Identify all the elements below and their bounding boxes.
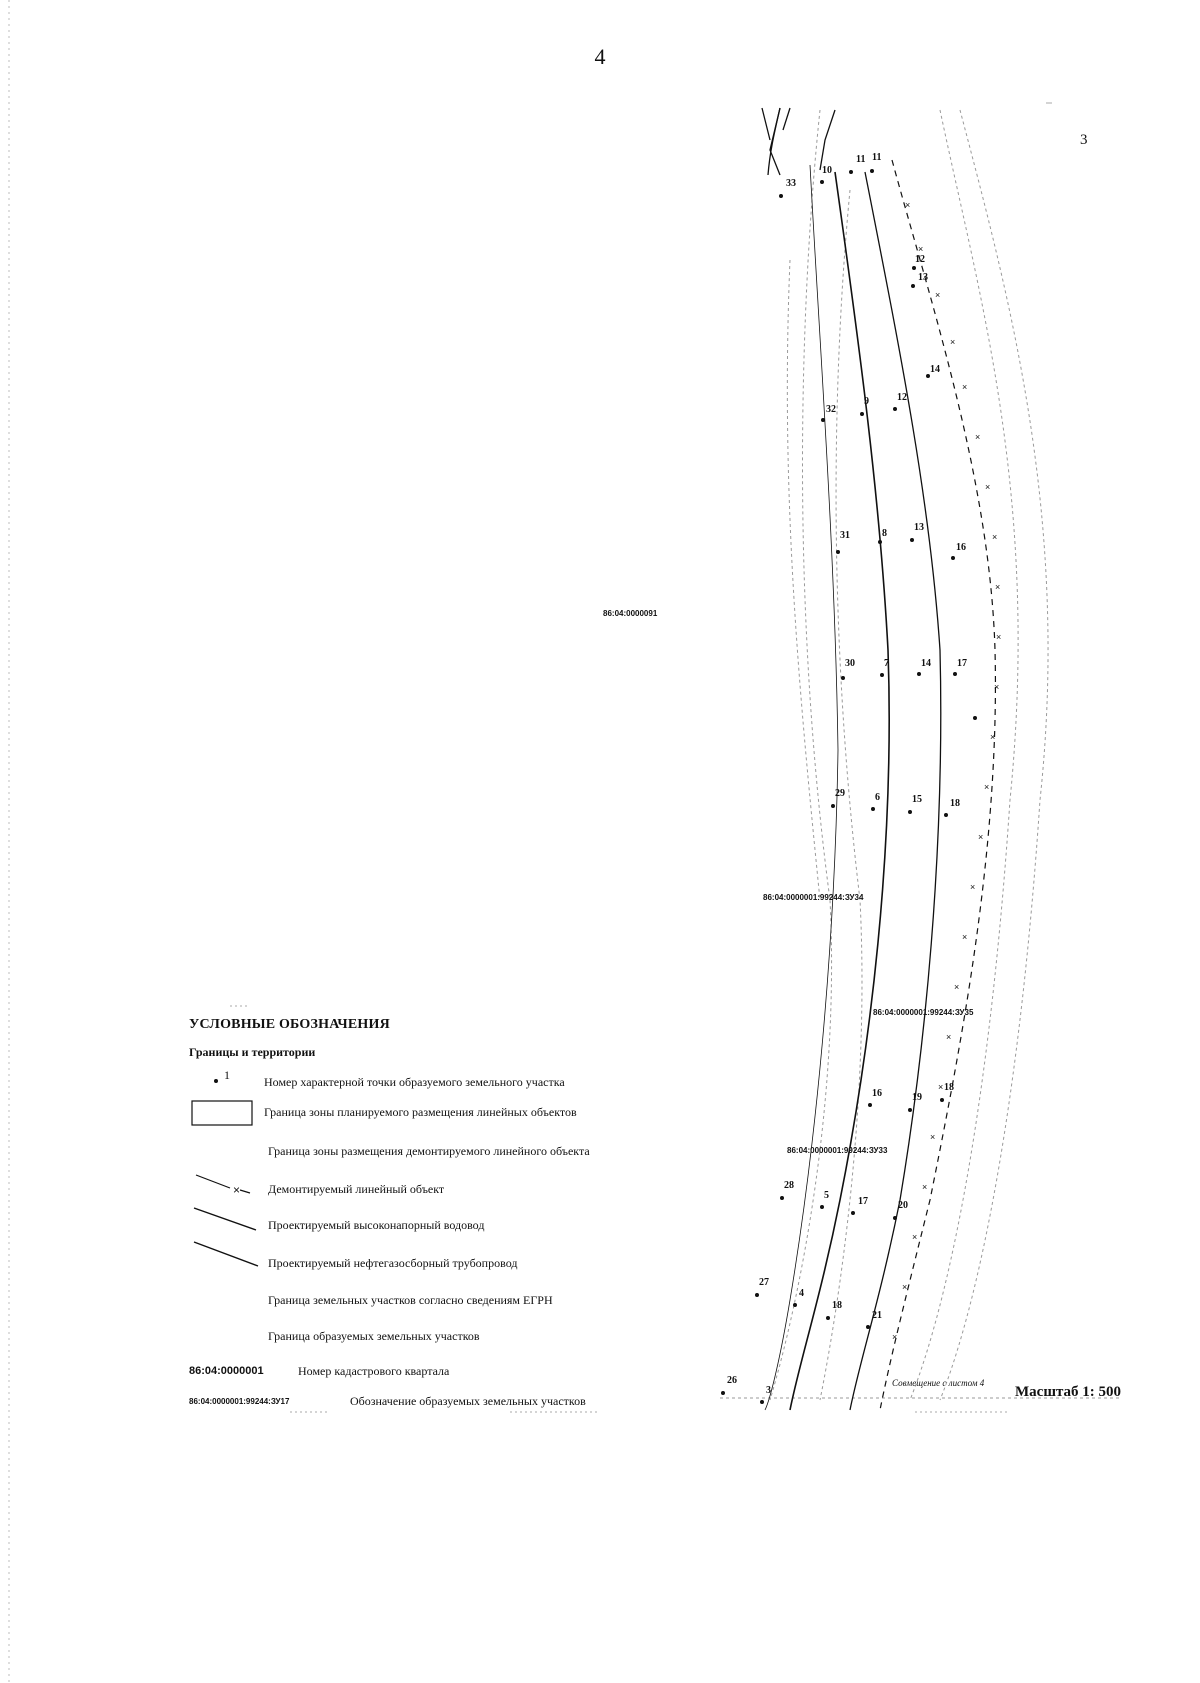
faint-dashes — [230, 103, 1052, 1412]
svg-text:×: × — [990, 732, 996, 742]
svg-text:3: 3 — [766, 1385, 771, 1396]
svg-text:10: 10 — [822, 165, 832, 176]
svg-text:29: 29 — [835, 788, 845, 799]
svg-text:21: 21 — [872, 1310, 882, 1321]
svg-text:6: 6 — [875, 792, 880, 803]
svg-text:17: 17 — [858, 1196, 868, 1207]
match-line-label: Совмещение с листом 4 — [892, 1378, 985, 1388]
oil-gas-pipeline — [850, 172, 944, 1410]
legend-item-demolished-line: Демонтируемый линейный объект — [268, 1182, 445, 1196]
svg-text:×: × — [992, 532, 998, 542]
legend-quarter-text: Номер кадастрового квартала — [298, 1364, 450, 1378]
svg-text:×: × — [918, 244, 924, 254]
svg-text:5: 5 — [824, 1190, 829, 1201]
svg-text:×: × — [938, 1082, 944, 1092]
legend-item-point-number: Номер характерной точки образуемого земельного участка — [264, 1075, 565, 1089]
svg-text:×: × — [962, 932, 968, 942]
svg-text:×: × — [985, 482, 991, 492]
svg-text:×: × — [994, 682, 1000, 692]
svg-text:11: 11 — [856, 154, 866, 165]
parcel-label-zu34: 86:04:0000001:99244:ЗУ34 — [763, 893, 864, 902]
svg-text:16: 16 — [956, 542, 966, 553]
svg-text:32: 32 — [826, 404, 836, 415]
legend-item-demolish-zone: Граница зоны размещения демонтируемого линейного объекта — [268, 1144, 590, 1158]
legend-quarter-code: 86:04:0000001 — [189, 1365, 264, 1377]
parcel-label-zu33: 86:04:0000001:99244:ЗУ33 — [787, 1146, 888, 1155]
svg-text:×: × — [984, 782, 990, 792]
svg-text:×: × — [995, 582, 1001, 592]
svg-text:×: × — [978, 832, 984, 842]
legend-item-water-pipeline: Проектируемый высоконапорный водовод — [268, 1218, 485, 1232]
svg-text:16: 16 — [872, 1088, 882, 1099]
svg-text:8: 8 — [882, 528, 887, 539]
svg-text:18: 18 — [832, 1300, 842, 1311]
svg-text:7: 7 — [884, 658, 889, 669]
svg-text:×: × — [892, 1332, 898, 1342]
legend-item-new-parcel-boundary: Граница образуемых земельных участков — [268, 1329, 480, 1343]
svg-text:28: 28 — [784, 1180, 794, 1191]
svg-text:×: × — [902, 1282, 908, 1292]
legend-item-zone-boundary: Граница зоны планируемого размещения линейных объектов — [264, 1105, 577, 1119]
legend-parcel-text: Обозначение образуемых земельных участков — [350, 1394, 586, 1408]
demolished-x-marks — [892, 200, 1001, 1342]
svg-text:20: 20 — [898, 1200, 908, 1211]
legend-subtitle: Границы и территории — [189, 1045, 316, 1059]
svg-text:31: 31 — [840, 530, 850, 541]
svg-text:19: 19 — [912, 1092, 922, 1103]
svg-text:11: 11 — [872, 152, 882, 163]
legend-item-egrn-boundary: Граница земельных участков согласно сведениям ЕГРН — [268, 1293, 553, 1307]
svg-text:×: × — [935, 290, 941, 300]
svg-text:30: 30 — [845, 658, 855, 669]
svg-text:18: 18 — [950, 798, 960, 809]
svg-text:×: × — [950, 337, 956, 347]
legend-title: УСЛОВНЫЕ ОБОЗНАЧЕНИЯ — [189, 1017, 390, 1032]
svg-text:9: 9 — [864, 396, 869, 407]
svg-text:×: × — [970, 882, 976, 892]
egrn-boundaries — [720, 110, 1120, 1400]
svg-text:14: 14 — [930, 364, 940, 375]
svg-text:13: 13 — [918, 272, 928, 283]
parcel-label-zu35: 86:04:0000001:99244:ЗУ35 — [873, 1008, 974, 1017]
svg-text:4: 4 — [799, 1288, 804, 1299]
zone-boundary-left — [765, 165, 838, 1410]
svg-text:×: × — [922, 1182, 928, 1192]
svg-text:13: 13 — [914, 522, 924, 533]
legend-symbols — [192, 1079, 258, 1266]
page-number: 4 — [594, 44, 606, 69]
legend-parcel-code: 86:04:0000001:99244:ЗУ17 — [189, 1397, 290, 1406]
legend-point-number: 1 — [224, 1068, 230, 1082]
svg-text:×: × — [905, 200, 911, 210]
legend-x-symbol: × — [233, 1183, 241, 1197]
svg-text:12: 12 — [897, 392, 907, 403]
svg-text:12: 12 — [915, 254, 925, 265]
corner-sheet-number: 3 — [1080, 132, 1088, 148]
svg-text:×: × — [946, 1032, 952, 1042]
cadastral-quarter-label: 86:04:0000091 — [603, 609, 658, 618]
svg-text:26: 26 — [727, 1375, 737, 1386]
svg-text:×: × — [975, 432, 981, 442]
svg-text:×: × — [954, 982, 960, 992]
svg-text:33: 33 — [786, 178, 796, 189]
svg-text:×: × — [912, 1232, 918, 1242]
point-markers — [721, 169, 977, 1404]
svg-text:15: 15 — [912, 794, 922, 805]
svg-text:×: × — [962, 382, 968, 392]
svg-text:×: × — [930, 1132, 936, 1142]
map-scale: Масштаб 1: 500 — [1015, 1384, 1122, 1400]
svg-text:×: × — [996, 632, 1002, 642]
svg-text:18: 18 — [944, 1082, 954, 1093]
svg-text:27: 27 — [759, 1277, 769, 1288]
svg-text:14: 14 — [921, 658, 931, 669]
demolished-line — [880, 160, 998, 1410]
svg-text:17: 17 — [957, 658, 967, 669]
legend-item-oil-gas-pipeline: Проектируемый нефтегазосборный трубопровод — [268, 1256, 518, 1270]
